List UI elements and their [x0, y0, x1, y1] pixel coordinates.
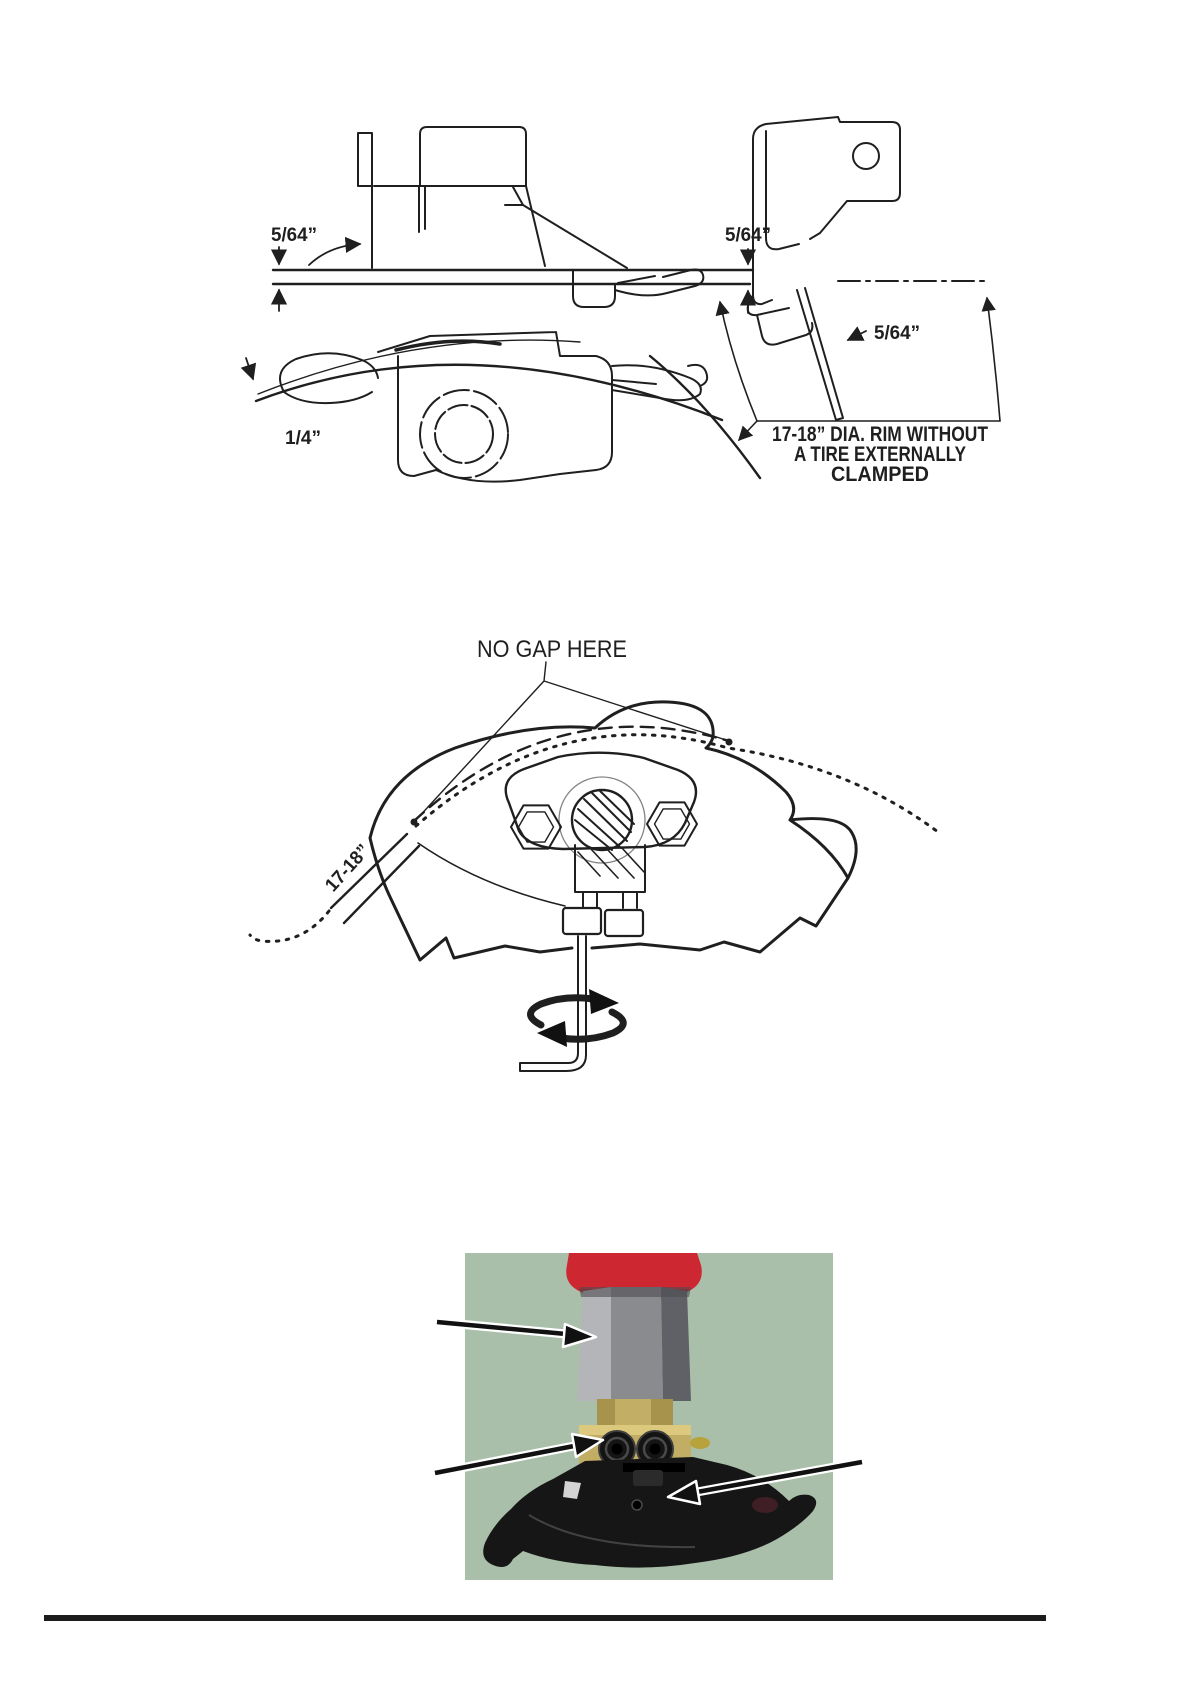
hidden-rim-dashed-arc: [414, 727, 729, 821]
caption-leader-rim: [739, 421, 757, 440]
demount-head-drawing: [280, 332, 707, 482]
no-gap-label: NO GAP HERE: [477, 636, 627, 663]
head-bore-outer: [420, 390, 508, 478]
photo-callout-arrows: [435, 1322, 862, 1504]
side-view-hole: [853, 143, 879, 169]
arrow-washer-head: [668, 1481, 700, 1504]
no-gap-leaders: [416, 662, 726, 820]
arrow-washer: [697, 1462, 862, 1492]
gap-label-side: 5/64”: [874, 323, 920, 344]
clevis: [575, 845, 645, 908]
lock-nut-left: [563, 908, 601, 934]
rotate-arrow-upper: [531, 989, 620, 1025]
head-outline: [370, 702, 856, 960]
rim-range-label: 17-18”: [321, 838, 376, 897]
mount-head-front-view: [358, 127, 703, 307]
clamped-rim-curve: [650, 356, 760, 478]
rim-dotted-arc: [416, 735, 938, 832]
caption-leader-up: [720, 302, 757, 421]
clevis-hatch: [578, 848, 644, 878]
rim-lip-label: 1/4”: [285, 428, 321, 449]
figure2-no-gap-diagram: [250, 636, 938, 1071]
arrow-screws: [435, 1446, 574, 1473]
hex-bolt-left: [511, 805, 561, 848]
caption-leader-centerline: [987, 298, 1000, 421]
caption-line-3: CLAMPED: [831, 463, 929, 486]
lock-nut-right: [605, 910, 643, 936]
rim-band-dotted: [250, 911, 329, 941]
gap-pointer-curve: [309, 244, 360, 265]
arrow-hex-head: [563, 1324, 596, 1347]
arrow-screws-head: [572, 1434, 603, 1457]
footer-rule: [44, 1615, 1046, 1621]
rim-arc-thin: [256, 365, 722, 420]
caption-line-2: A TIRE EXTERNALLY: [794, 443, 966, 466]
figure1-clearance-diagram: [246, 117, 1000, 486]
caption-line-1: 17-18” DIA. RIM WITHOUT: [772, 423, 989, 446]
rim-edge-under-head: [418, 843, 565, 906]
side-gap-arrow: [848, 331, 866, 340]
gap-label-left: 5/64”: [271, 225, 317, 246]
hex-bolt-right: [647, 802, 697, 845]
rim-lip-arrow: [246, 358, 253, 379]
gap-label-right: 5/64”: [725, 225, 771, 246]
head-bore-inner: [435, 405, 493, 463]
rotate-arrow-lower: [537, 1012, 623, 1047]
